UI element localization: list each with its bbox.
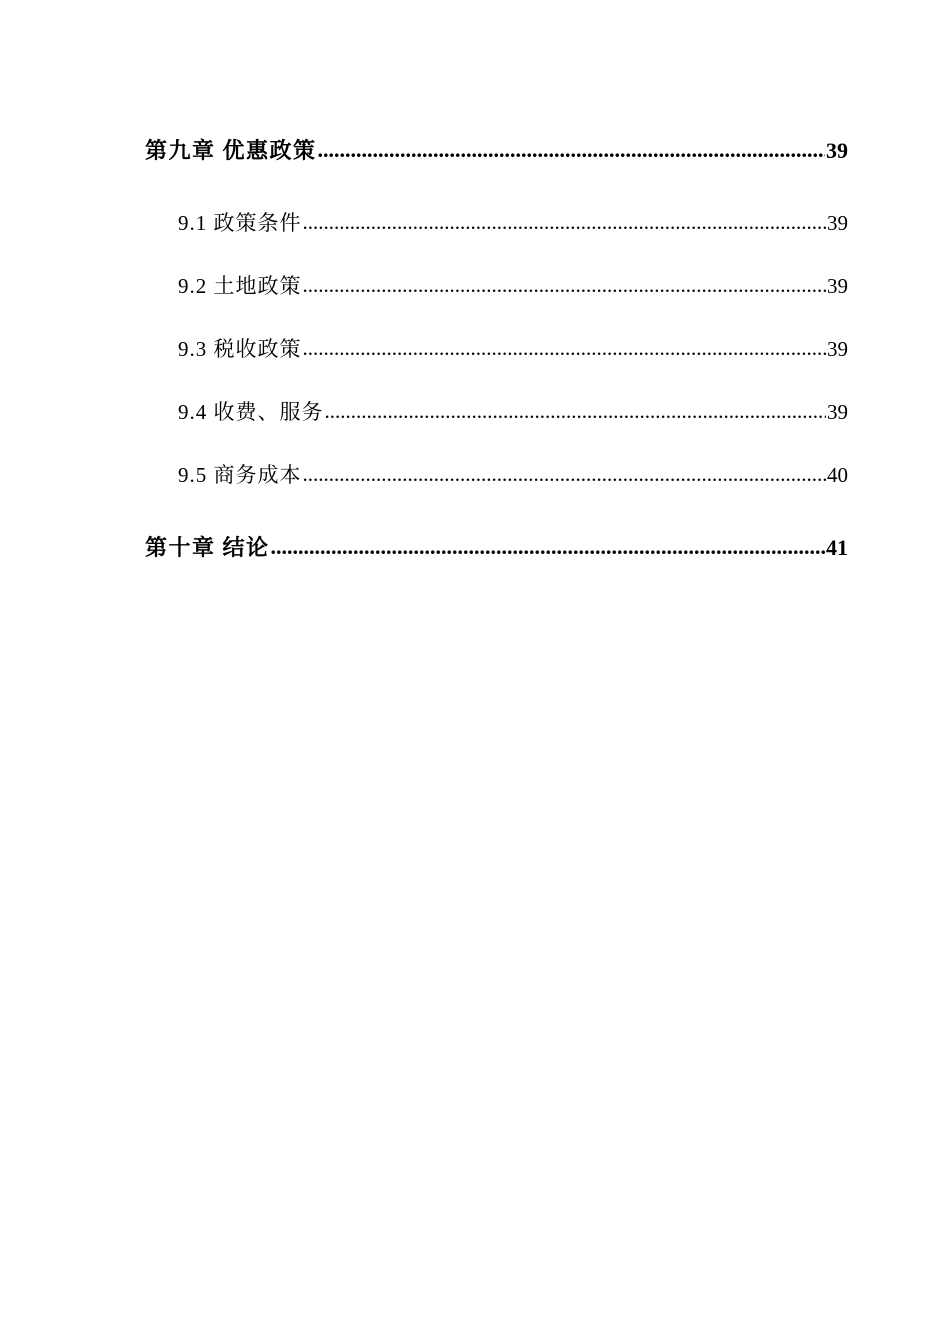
toc-entry-title: 第九章 优惠政策	[145, 138, 317, 163]
toc-entry-title: 9.4 收费、服务	[178, 400, 324, 424]
toc-entry-page: 39	[826, 138, 848, 163]
toc-entry-title: 第十章 结论	[145, 535, 270, 560]
toc-dot-leader	[303, 461, 827, 482]
toc-entry-page: 41	[826, 535, 848, 560]
toc-entry-section-9-5[interactable]	[178, 459, 848, 489]
toc-entry-page: 39	[827, 211, 848, 235]
toc-entry-page: 39	[827, 337, 848, 361]
toc-entry-title: 9.1 政策条件	[178, 211, 302, 235]
toc-dot-leader	[303, 335, 827, 356]
toc-entry-chapter-9[interactable]	[145, 134, 848, 165]
toc-dot-leader	[303, 272, 827, 293]
toc-entry-section-9-4[interactable]	[178, 396, 848, 426]
toc-entry-page: 39	[827, 274, 848, 298]
toc-entry-section-9-2[interactable]	[178, 270, 848, 300]
toc-entry-chapter-10[interactable]	[145, 531, 848, 562]
toc-entry-title: 9.5 商务成本	[178, 463, 302, 487]
toc-entry-title: 9.2 土地政策	[178, 274, 302, 298]
toc-dot-leader	[303, 209, 827, 230]
toc-entry-page: 39	[827, 400, 848, 424]
toc-entry-title: 9.3 税收政策	[178, 337, 302, 361]
toc-entry-section-9-1[interactable]	[178, 207, 848, 237]
toc-entry-page: 40	[827, 463, 848, 487]
toc-dot-leader	[318, 136, 825, 158]
toc-entry-section-9-3[interactable]	[178, 333, 848, 363]
toc-dot-leader	[325, 398, 827, 419]
toc-dot-leader	[271, 533, 825, 555]
